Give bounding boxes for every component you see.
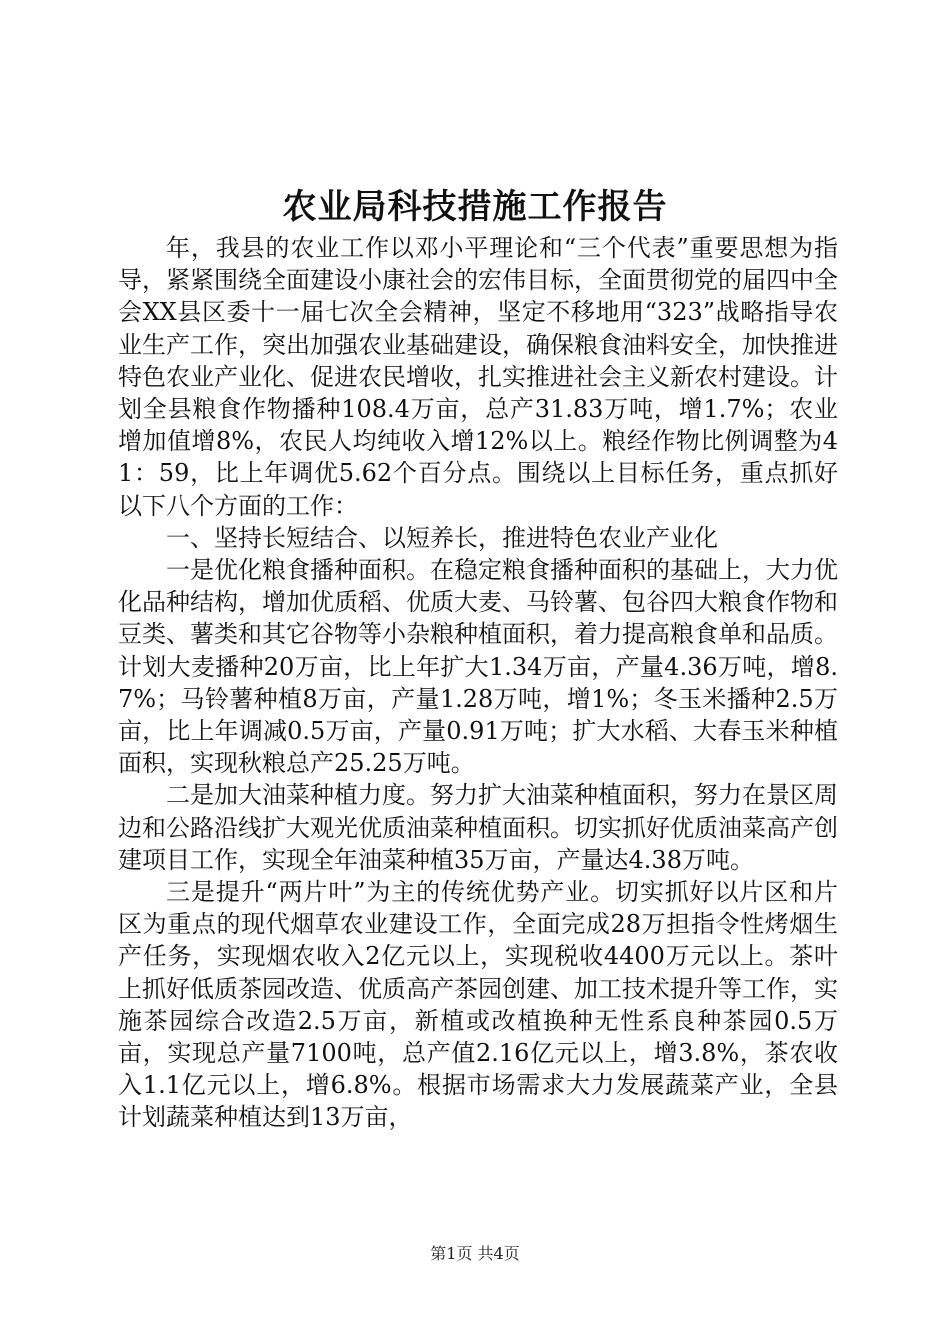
document-body: [118, 232, 838, 1134]
section-heading: 一、坚持长短结合、以短养长，推进特色农业产业化: [166, 523, 718, 552]
paragraph-rapeseed: 二是加大油菜种植力度。努力扩大油菜种植面积，努力在景区周边和公路沿线扩大观光优质油菜种植面积。切实抓好优质油菜高产创建项目工作，实现全年油菜种植35万亩，产量达4.38万吨。: [118, 781, 838, 874]
paragraph-grain: 一是优化粮食播种面积。在稳定粮食播种面积的基础上，大力优化品种结构，增加优质稻、优质大麦、马铃薯、包谷四大粮食作物和豆类、薯类和其它谷物等小杂粮种植面积，着力提高粮食单和品质。计划大麦播种20万亩，比上年扩大1.34万亩，产量4.36万吨，增8.7%；马铃薯种植8万亩，产量1.28万吨，增1%；冬玉米播种2.5万亩，比上年调减0.5万亩，产量0.91万吨；扩大水稻、大春玉米种植面积，实现秋粮总产25.25万吨。: [118, 556, 838, 778]
paragraph-tobacco-tea: 三是提升“两片叶”为主的传统优势产业。切实抓好以片区和片区为重点的现代烟草农业建设工作，全面完成28万担指令性烤烟生产任务，实现烟农收入2亿元以上，实现税收4400万元以上。茶叶上抓好低质茶园改造、优质高产茶园创建、加工技术提升等工作，实施茶园综合改造2.5万亩，新植或改植换种无性系良种茶园0.5万亩，实现总产量7100吨，总产值2.16亿元以上，增3.8%，茶农收入1.1亿元以上，增6.8%。根据市场需求大力发展蔬菜产业，全县计划蔬菜种植达到13万亩，: [118, 878, 838, 1132]
paragraph-intro: 年，我县的农业工作以邓小平理论和“三个代表”重要思想为指导，紧紧围绕全面建设小康社会的宏伟目标，全面贯彻党的届四中全会XX县区委十一届七次全会精神，坚定不移地用“323”战略指导农业生产工作，突出加强农业基础建设，确保粮食油料安全，加快推进特色农业产业化、促进农民增收，扎实推进社会主义新农村建设。计划全县粮食作物播种108.4万亩，总产31.83万吨，增1.7%；农业增加值增8%，农民人均纯收入增12%以上。粮经作物比例调整为41：59，比上年调优5.62个百分点。围绕以上目标任务，重点抓好以下八个方面的工作：: [118, 234, 838, 520]
page-footer: 第1页 共4页: [430, 1244, 520, 1263]
document-title: 农业局科技措施工作报告: [282, 187, 668, 227]
